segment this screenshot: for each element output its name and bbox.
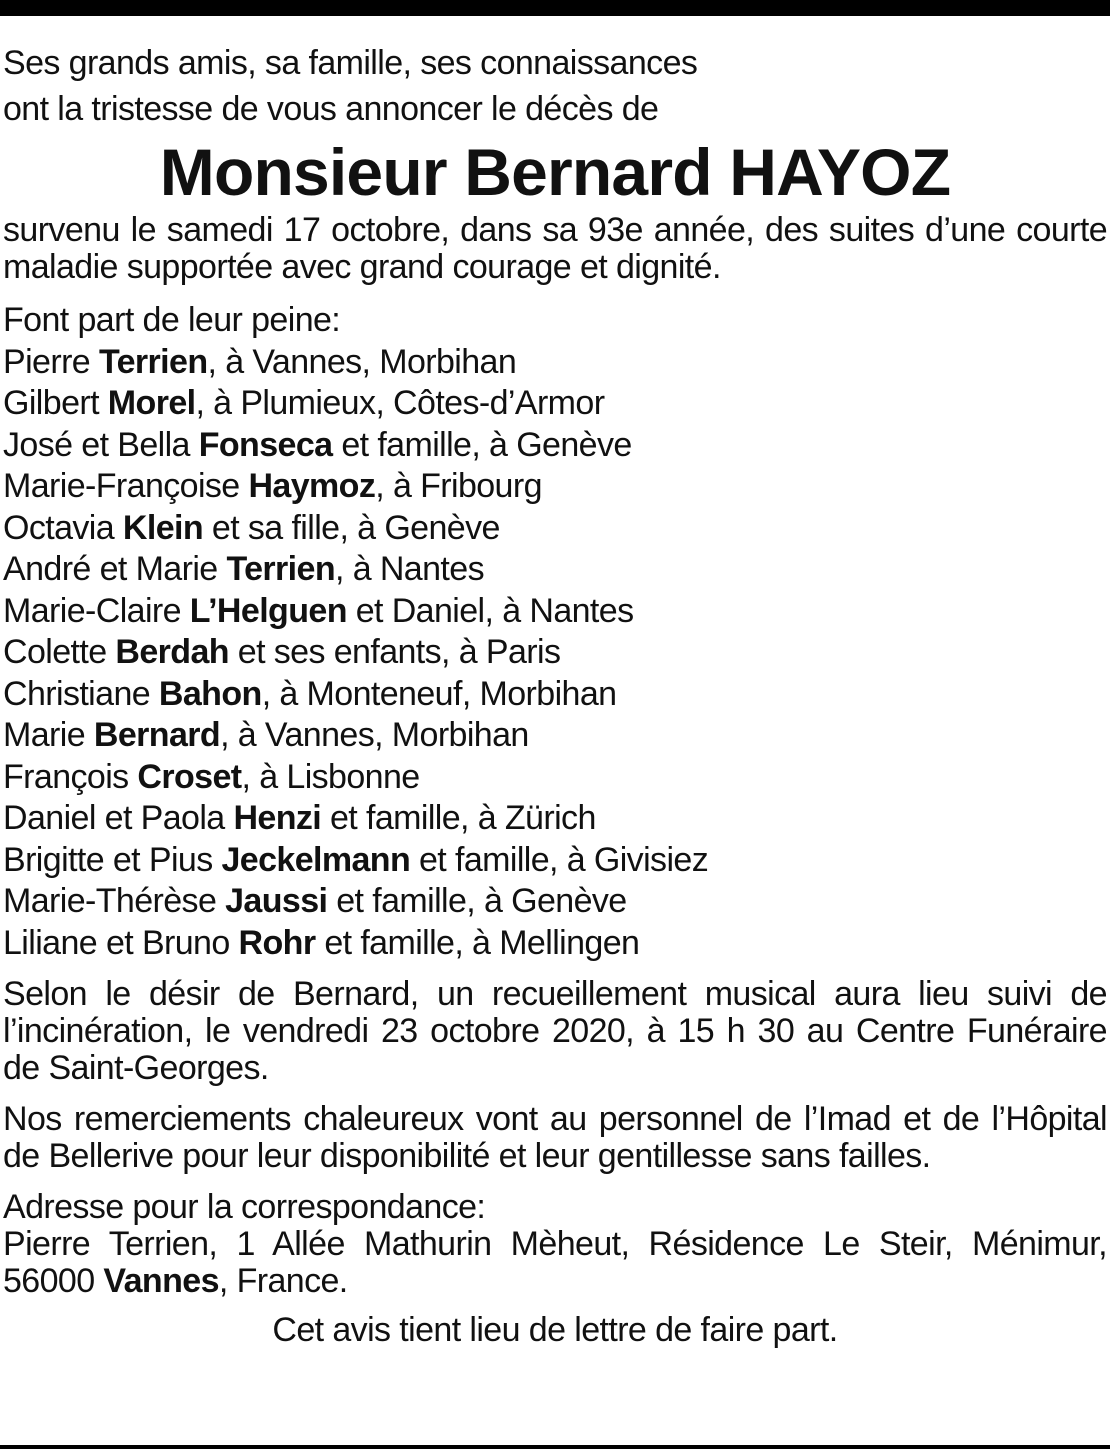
- mourner-given-names: Marie: [3, 716, 94, 754]
- mourner-given-names: Marie-Claire: [3, 591, 190, 630]
- mourner-details: , à Fribourg: [375, 467, 542, 505]
- mourner-line: [3, 923, 1107, 965]
- mourner-surname: Jeckelmann: [221, 840, 411, 879]
- mourner-surname: Bernard: [93, 716, 221, 754]
- correspondence-city-line: [3, 1263, 1107, 1300]
- mourner-line: [3, 425, 1107, 467]
- mourner-line: [3, 466, 1107, 508]
- mourner-given-names: Christiane: [3, 674, 159, 713]
- mourner-details: , à Vannes, Morbihan: [220, 716, 529, 754]
- postal-code: 56000: [3, 1262, 104, 1300]
- mourner-list: [3, 342, 1107, 965]
- city-name: Vannes: [103, 1262, 219, 1300]
- mourner-line: [3, 798, 1107, 840]
- mourner-details: , à Plumieux, Côtes-d’Armor: [195, 384, 605, 422]
- mourner-line: [3, 632, 1107, 674]
- mourner-line: [3, 342, 1107, 384]
- mourner-surname: Berdah: [115, 633, 229, 671]
- mourner-line: [3, 508, 1107, 550]
- mourner-line: [3, 383, 1107, 425]
- mourner-surname: Morel: [107, 384, 196, 422]
- country: , France.: [218, 1262, 348, 1300]
- thanks-paragraph: Nos remerciements chaleureux vont au personnel de l’Imad et de l’Hôpital de Bellerive pour leur disponibilité et leur gentillesse sans failles.: [3, 1100, 1107, 1175]
- mourners-heading: Font part de leur peine:: [3, 301, 341, 339]
- mourner-surname: Fonseca: [198, 425, 333, 464]
- mourner-details: et famille, à Mellingen: [315, 923, 640, 962]
- ceremony-paragraph: Selon le désir de Bernard, un recueillement musical aura lieu suivi de l’incinération, le vendredi 23 octobre 2020, à 15 h 30 au Centre Funéraire de Saint-Georges.: [3, 975, 1107, 1087]
- mourner-given-names: Pierre: [3, 342, 99, 381]
- footer-note: Cet avis tient lieu de lettre de faire part.: [272, 1311, 838, 1349]
- mourner-surname: Henzi: [233, 799, 322, 837]
- intro-line-2: ont la tristesse de vous annoncer le décès de: [3, 90, 659, 128]
- mourner-line: [3, 674, 1107, 716]
- mourner-details: et famille, à Genève: [327, 882, 627, 920]
- mourner-details: , à Nantes: [335, 550, 484, 588]
- mourner-line: [3, 549, 1107, 591]
- mourner-given-names: François: [3, 757, 138, 796]
- mourner-given-names: José et Bella: [3, 425, 199, 464]
- top-rule: [0, 0, 1110, 16]
- bottom-rule: [0, 1445, 1110, 1449]
- mourner-surname: Terrien: [226, 550, 335, 588]
- mourner-details: et famille, à Givisiez: [410, 840, 709, 879]
- mourner-surname: L’Helguen: [189, 591, 347, 630]
- mourner-given-names: Daniel et Paola: [3, 799, 234, 837]
- mourner-given-names: Liliane et Bruno: [3, 923, 239, 962]
- mourner-surname: Haymoz: [248, 467, 376, 505]
- mourner-given-names: Colette: [3, 633, 116, 671]
- mourner-given-names: André et Marie: [3, 550, 227, 588]
- mourner-line: [3, 840, 1107, 882]
- mourner-details: , à Lisbonne: [241, 757, 420, 796]
- mourner-line: [3, 715, 1107, 757]
- mourner-surname: Jaussi: [225, 882, 328, 920]
- mourner-surname: Terrien: [98, 342, 208, 381]
- mourner-details: , à Monteneuf, Morbihan: [261, 674, 617, 713]
- circumstances-paragraph: survenu le samedi 17 octobre, dans sa 93e année, des suites d’une courte maladie supportée avec grand courage et dignité.: [3, 211, 1107, 286]
- intro-line-1: Ses grands amis, sa famille, ses connaissances: [3, 44, 698, 82]
- notice-body: [3, 40, 1107, 1350]
- correspondence-section: [3, 1189, 1107, 1300]
- mourner-details: et ses enfants, à Paris: [228, 633, 561, 671]
- mourner-details: et famille, à Zürich: [321, 799, 596, 837]
- mourner-details: et famille, à Genève: [332, 425, 632, 464]
- mourner-given-names: Octavia: [3, 508, 123, 547]
- mourner-surname: Rohr: [238, 923, 316, 962]
- deceased-name: Monsieur Bernard HAYOZ: [159, 135, 951, 209]
- mourner-line: [3, 757, 1107, 799]
- mourners-section: [3, 300, 1107, 964]
- mourner-surname: Bahon: [158, 674, 262, 713]
- mourner-surname: Croset: [137, 757, 242, 796]
- mourner-details: , à Vannes, Morbihan: [207, 342, 517, 381]
- correspondence-heading: Adresse pour la correspondance:: [3, 1188, 486, 1226]
- mourner-details: et Daniel, à Nantes: [346, 591, 634, 630]
- correspondence-address: Pierre Terrien, 1 Allée Mathurin Mèheut, Résidence Le Steir, Ménimur,: [3, 1225, 1107, 1263]
- mourner-given-names: Marie-Françoise: [3, 467, 249, 505]
- mourner-line: [3, 591, 1107, 633]
- mourner-given-names: Brigitte et Pius: [3, 840, 222, 879]
- mourner-given-names: Marie-Thérèse: [3, 882, 226, 920]
- mourner-details: et sa fille, à Genève: [203, 508, 500, 547]
- mourner-surname: Klein: [122, 508, 204, 547]
- mourner-line: [3, 881, 1107, 923]
- mourner-given-names: Gilbert: [3, 384, 108, 422]
